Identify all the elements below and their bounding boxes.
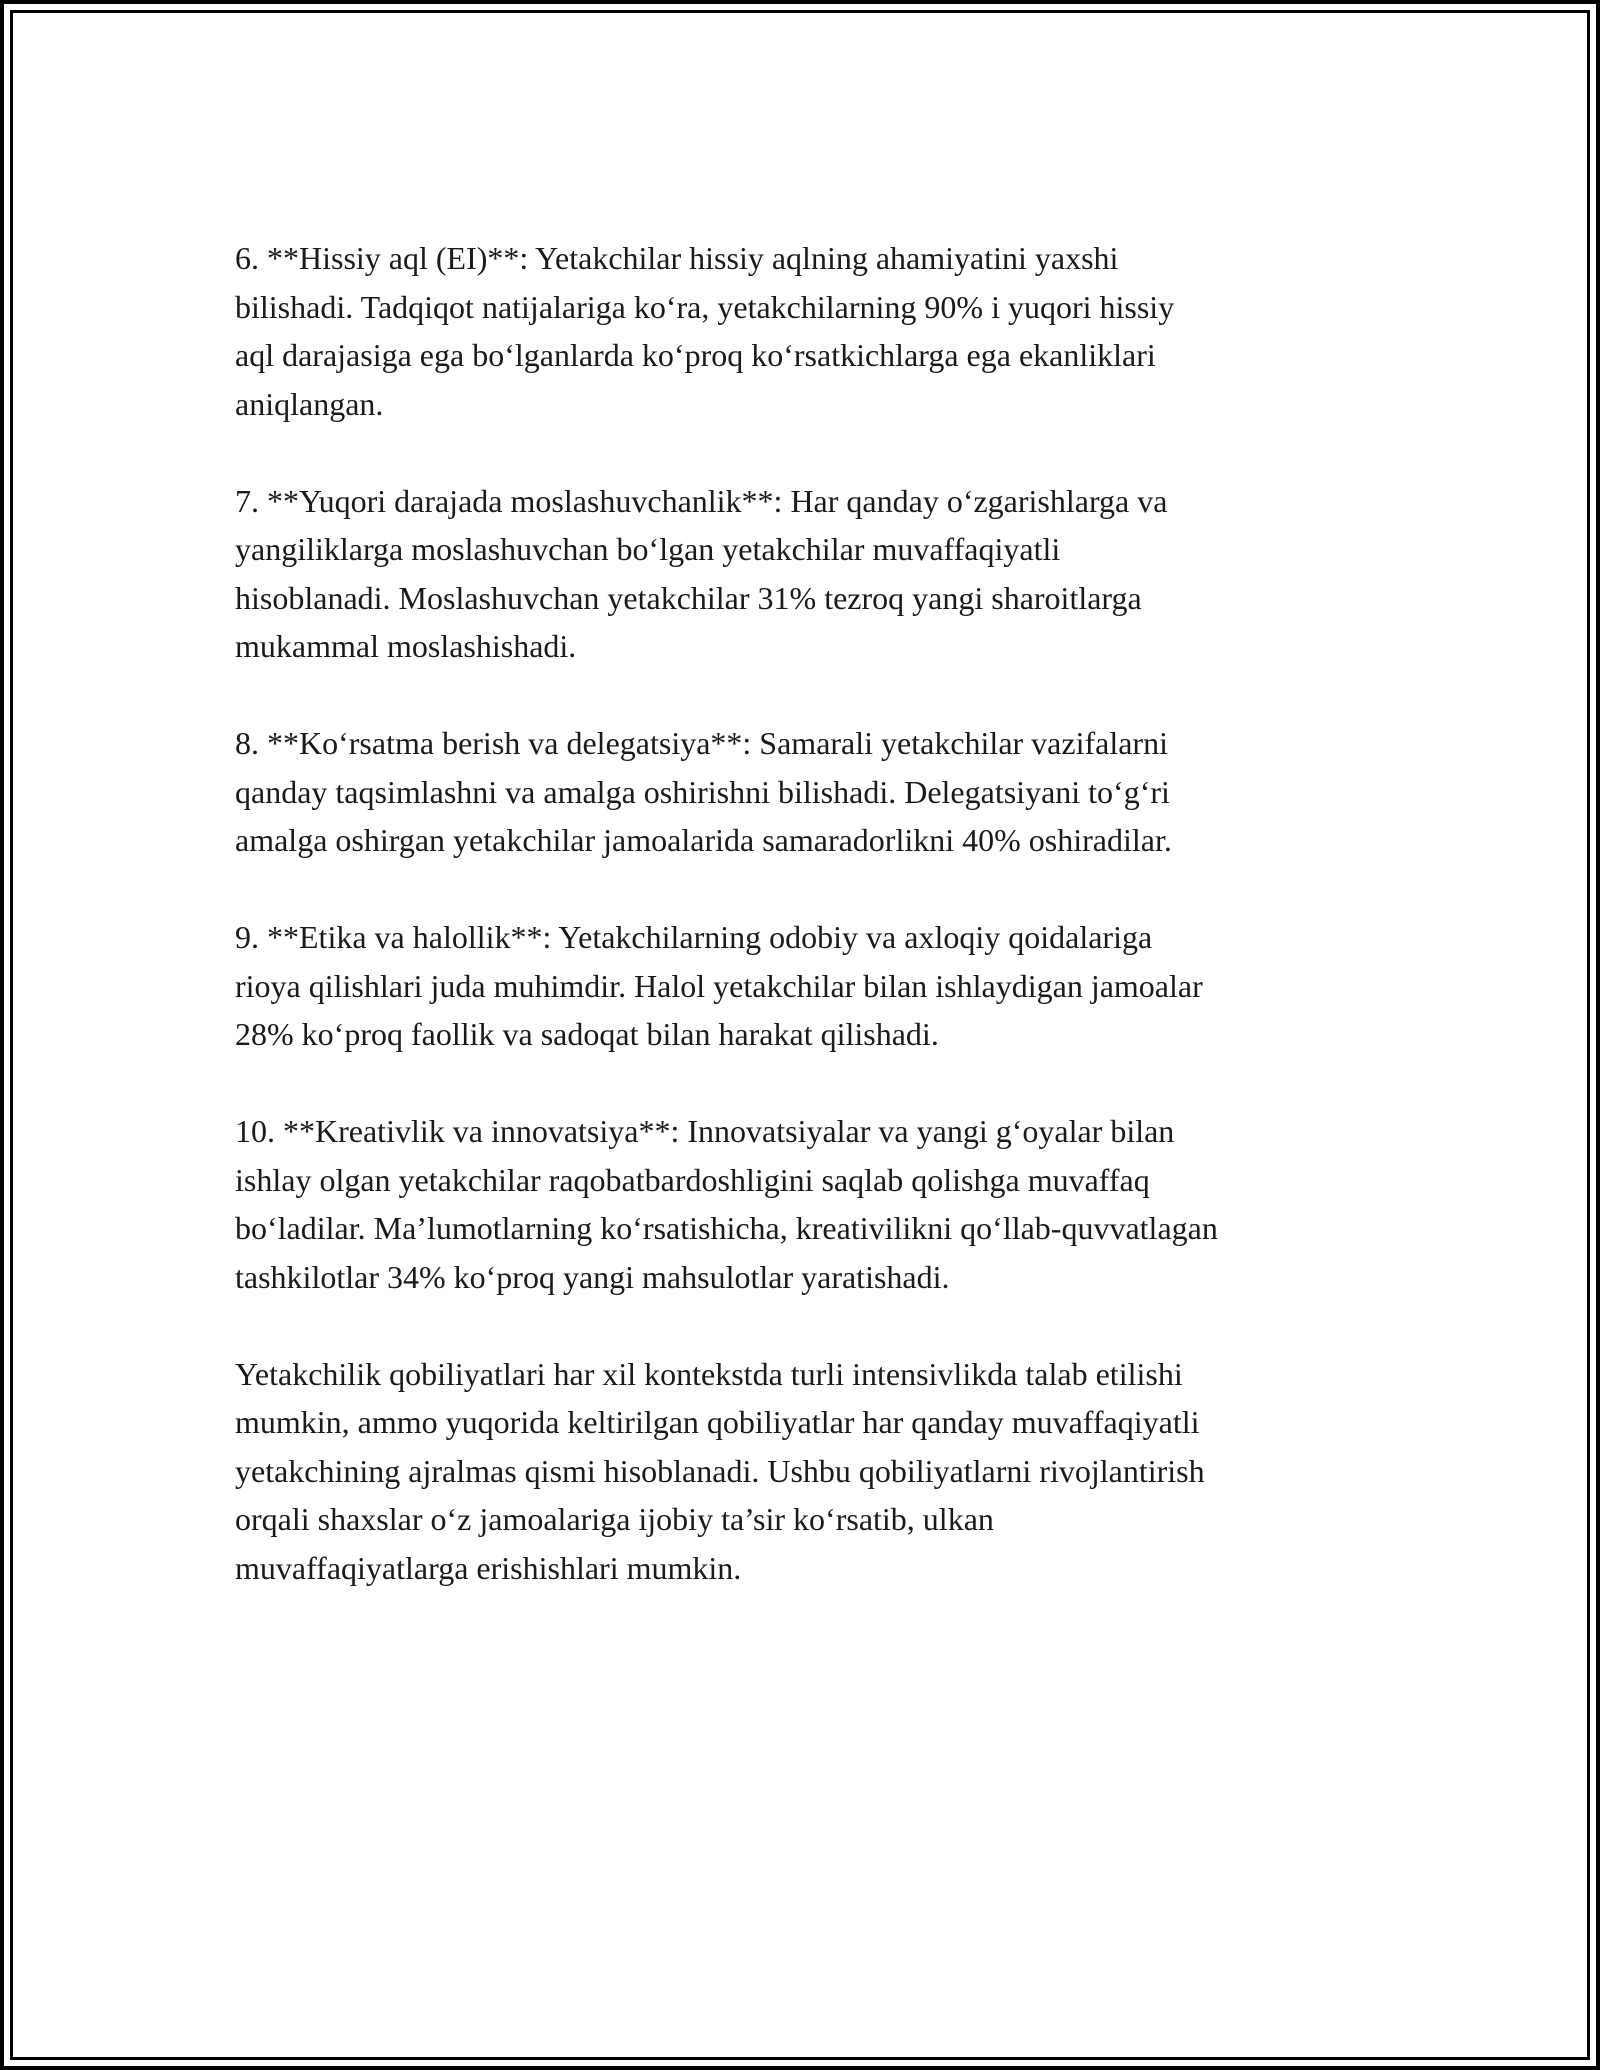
paragraph-creativity: [235, 1107, 1385, 1301]
paragraph-conclusion: [235, 1350, 1385, 1593]
text-line: mukammal moslashishadi.: [235, 628, 577, 664]
text-line: bo‘ladilar. Ma’lumotlarning ko‘rsatishicha, kreativilikni qo‘llab-quvvatlagan: [235, 1210, 1218, 1246]
text-line: 6. **Hissiy aql (EI)**: Yetakchilar hissiy aqlning ahamiyatini yaxshi: [235, 240, 1119, 276]
text-line: bilishadi. Tadqiqot natijalariga ko‘ra, yetakchilarning 90% i yuqori hissiy: [235, 288, 1175, 325]
text-line: mumkin, ammo yuqorida keltirilgan qobiliyatlar har qanday muvaffaqiyatli: [235, 1404, 1200, 1440]
paragraph-adaptability: [235, 477, 1385, 671]
paragraph-ethics: [235, 913, 1385, 1059]
text-line: yetakchining ajralmas qismi hisoblanadi. Ushbu qobiliyatlarni rivojlantirish: [235, 1452, 1205, 1489]
text-line: muvaffaqiyatlarga erishishlari mumkin.: [235, 1549, 742, 1586]
text-line: 10. **Kreativlik va innovatsiya**: Innovatsiyalar va yangi g‘oyalar bilan: [235, 1113, 1175, 1149]
text-line: rioya qilishlari juda muhimdir. Halol yetakchilar bilan ishlaydigan jamoalar: [235, 967, 1203, 1004]
text-line: 9. **Etika va halollik**: Yetakchilarning odobiy va axloqiy qoidalariga: [235, 919, 1153, 955]
paragraph-emotional-intelligence: [235, 234, 1385, 428]
text-line: 28% ko‘proq faollik va sadoqat bilan harakat qilishadi.: [235, 1016, 939, 1052]
text-line: 8. **Ko‘rsatma berish va delegatsiya**: Samarali yetakchilar vazifalarni: [235, 725, 1168, 761]
text-line: aql darajasiga ega bo‘lganlarda ko‘proq ko‘rsatkichlarga ega ekanliklari: [235, 337, 1156, 373]
text-line: yangiliklarga moslashuvchan bo‘lgan yetakchilar muvaffaqiyatli: [235, 531, 1061, 567]
paragraph-delegation: [235, 719, 1385, 865]
text-line: Yetakchilik qobiliyatlari har xil kontekstda turli intensivlikda talab etilishi: [235, 1355, 1183, 1392]
text-line: amalga oshirgan yetakchilar jamoalarida samaradorlikni 40% oshiradilar.: [235, 822, 1172, 858]
text-line: aniqlangan.: [235, 385, 384, 422]
text-line: ishlay olgan yetakchilar raqobatbardoshligini saqlab qolishga muvaffaq: [235, 1161, 1150, 1198]
document-body: [235, 234, 1385, 1641]
text-line: 7. **Yuqori darajada moslashuvchanlik**: Har qanday o‘zgarishlarga va: [235, 482, 1168, 519]
text-line: orqali shaxslar o‘z jamoalariga ijobiy ta’sir ko‘rsatib, ulkan: [235, 1501, 994, 1537]
text-line: qanday taqsimlashni va amalga oshirishni bilishadi. Delegatsiyani to‘g‘ri: [235, 773, 1170, 810]
text-line: hisoblanadi. Moslashuvchan yetakchilar 31% tezroq yangi sharoitlarga: [235, 579, 1142, 616]
text-line: tashkilotlar 34% ko‘proq yangi mahsulotlar yaratishadi.: [235, 1258, 950, 1295]
